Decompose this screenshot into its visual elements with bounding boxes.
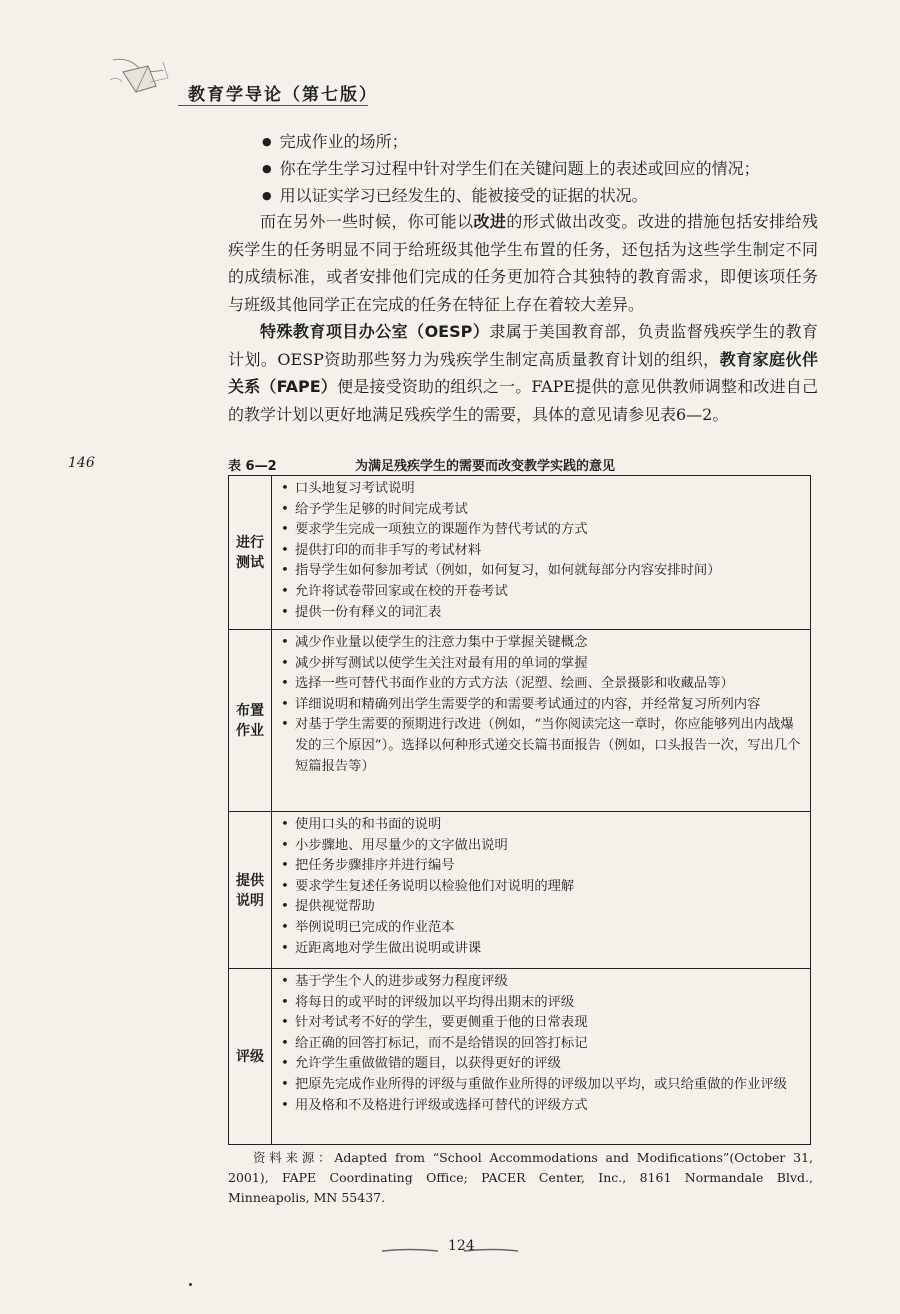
- row-items: [281, 972, 802, 1116]
- list-item: • 用及格和不及格进行评级或选择可替代的评级方式: [281, 1096, 802, 1117]
- book-title: 教育学导论（第七版）: [188, 85, 378, 105]
- bullet-item: ● 你在学生学习过程中针对学生们在关键问题上的表述或回应的情况；: [262, 155, 822, 182]
- source-note: 资料来源：Adapted from “School Accommodations and Modifications”(October 31, 2001), FAPE Coordinating Office; PACER Center, Inc., 8161 Normandale Blvd., Minneapolis, MN 55437.: [228, 1150, 813, 1205]
- list-item: • 提供一份有释义的词汇表: [281, 603, 802, 624]
- list-item: • 详细说明和精确列出学生需要学的和需要考试通过的内容，并经常复习所列内容: [281, 695, 802, 716]
- table-label: 表 6—2: [228, 459, 277, 474]
- table-caption: 为满足残疾学生的需要而改变教学实践的意见: [355, 459, 616, 474]
- list-item: • 减少拼写测试以使学生关注对最有用的单词的掌握: [281, 654, 802, 675]
- intro-bullet-list: [262, 128, 822, 209]
- list-item: • 给正确的回答打标记，而不是给错误的回答打标记: [281, 1034, 802, 1055]
- paragraph-text: 的形式做出改变。改进的措施包括安排给残疾学生的任务明显不同于给班级其他学生布置的任务，还包括为这些学生制定不同的成绩标准，或者安排他们完成的任务更加符合其独特的教育需求，即便该项任务与班级其他同学正在完成的任务在特征上存在着较大差异。: [228, 212, 818, 314]
- row-heading: 进行测试: [229, 476, 272, 629]
- paragraph-text: 便是接受资助的组织之一。FAPE提供的意见供教师调整和改进自己的教学计划以更好地满足残疾学生的需要，具体的意见请参见表6—2。: [228, 377, 818, 424]
- row-items: [281, 815, 802, 959]
- header-rule: [178, 105, 368, 106]
- row-heading: 提供说明: [229, 812, 272, 969]
- table-row: [229, 811, 810, 969]
- paragraph-text: 而在另外一些时候，你可能以: [260, 212, 474, 231]
- bold-term: 改进: [473, 212, 507, 231]
- list-item: • 选择一些可替代书面作业的方式方法（泥塑、绘画、全景摄影和收藏品等）: [281, 674, 802, 695]
- row-heading: 布置作业: [229, 630, 272, 812]
- bold-term: 特殊教育项目办公室（OESP）: [260, 322, 490, 341]
- row-items: [281, 633, 802, 777]
- page-number: 124: [448, 1238, 475, 1254]
- margin-page-number: 146: [68, 455, 95, 471]
- list-item: • 将每日的或平时的评级加以平均得出期末的评级: [281, 993, 802, 1014]
- list-item: • 针对考试考不好的学生，要更侧重于他的日常表现: [281, 1013, 802, 1034]
- bullet-item: ● 完成作业的场所；: [262, 128, 822, 155]
- list-item: • 近距离地对学生做出说明或讲课: [281, 939, 802, 960]
- paragraph-oesp: [228, 318, 818, 428]
- paragraph-text: 隶属于美国教育部，负责监督残疾学生的教育计划。OESP资助那些努力为残疾学生制定高质量教育计划的组织，: [228, 322, 818, 369]
- list-item: • 举例说明已完成的作业范本: [281, 918, 802, 939]
- table-row: [229, 968, 810, 1144]
- list-item: • 对基于学生需要的预期进行改进（例如，“当你阅读完这一章时，你应能够列出内战爆发的三个原因”）。选择以何种形式递交长篇书面报告（例如，口头报告一次，写出几个短篇报告等）: [281, 715, 802, 777]
- list-item: • 允许将试卷带回家或在校的开卷考试: [281, 582, 802, 603]
- table-row: [229, 629, 810, 812]
- list-item: • 使用口头的和书面的说明: [281, 815, 802, 836]
- list-item: • 把原先完成作业所得的评级与重做作业所得的评级加以平均，或只给重做的作业评级: [281, 1075, 802, 1096]
- row-items: [281, 479, 802, 623]
- list-item: • 指导学生如何参加考试（例如，如何复习，如何就每部分内容安排时间）: [281, 561, 802, 582]
- list-item: • 给予学生足够的时间完成考试: [281, 500, 802, 521]
- table-row: [229, 476, 810, 629]
- list-item: • 提供视觉帮助: [281, 897, 802, 918]
- list-item: • 要求学生复述任务说明以检验他们对说明的理解: [281, 877, 802, 898]
- list-item: • 减少作业量以使学生的注意力集中于掌握关键概念: [281, 633, 802, 654]
- row-heading: 评级: [229, 969, 272, 1144]
- list-item: • 口头地复习考试说明: [281, 479, 802, 500]
- bullet-item: ● 用以证实学习已经发生的、能被接受的证据的状况。: [262, 182, 822, 209]
- bold-term: 教育家庭伙伴关系（FAPE）: [228, 349, 818, 396]
- list-item: • 基于学生个人的进步或努力程度评级: [281, 972, 802, 993]
- list-item: • 要求学生完成一项独立的课题作为替代考试的方式: [281, 520, 802, 541]
- list-item: • 把任务步骤排序并进行编号: [281, 856, 802, 877]
- paragraph-modifications: [228, 208, 818, 318]
- list-item: • 允许学生重做做错的题目，以获得更好的评级: [281, 1054, 802, 1075]
- list-item: • 小步骤地、用尽量少的文字做出说明: [281, 836, 802, 857]
- accommodations-table: [228, 475, 811, 1145]
- stray-mark: [189, 1283, 192, 1286]
- list-item: • 提供打印的而非手写的考试材料: [281, 541, 802, 562]
